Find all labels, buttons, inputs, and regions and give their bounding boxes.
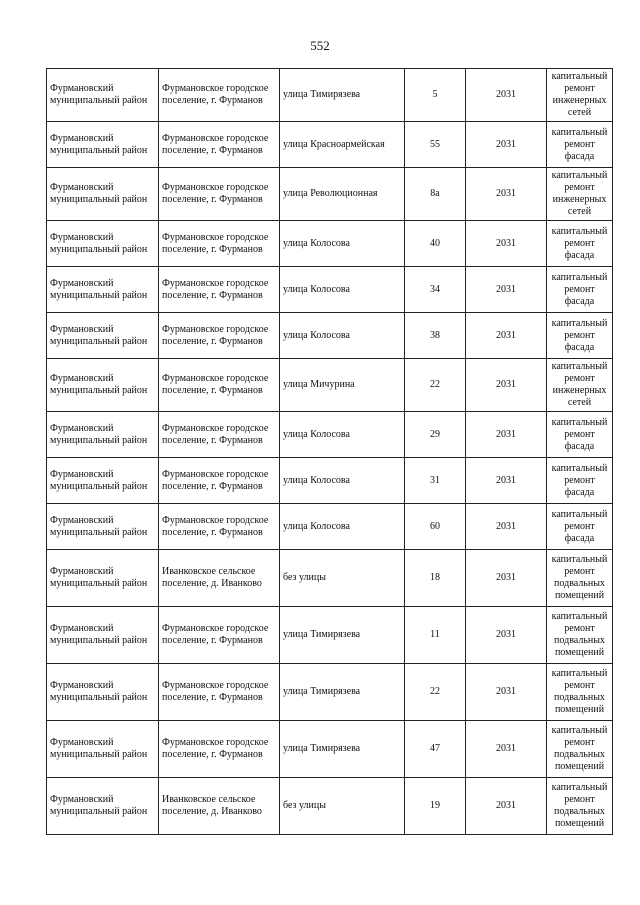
year-cell: 2031 — [466, 221, 547, 267]
district-cell: Фурмановский муниципальный район — [47, 550, 159, 607]
street-cell: улица Колосова — [280, 267, 405, 313]
house-number-cell: 5 — [405, 69, 466, 122]
table-row — [47, 721, 613, 778]
settlement-cell: Фурмановское городское поселение, г. Фурманов — [159, 267, 280, 313]
street-cell: без улицы — [280, 778, 405, 835]
street-cell: улица Революционная — [280, 168, 405, 221]
year-cell: 2031 — [466, 664, 547, 721]
year-cell: 2031 — [466, 267, 547, 313]
district-cell: Фурмановский муниципальный район — [47, 412, 159, 458]
street-cell: улица Колосова — [280, 412, 405, 458]
house-number-cell: 38 — [405, 313, 466, 359]
house-number-cell: 60 — [405, 504, 466, 550]
work-type-cell: капитальный ремонт инженерных сетей — [547, 168, 613, 221]
street-cell: без улицы — [280, 550, 405, 607]
street-cell: улица Мичурина — [280, 359, 405, 412]
district-cell: Фурмановский муниципальный район — [47, 267, 159, 313]
settlement-cell: Фурмановское городское поселение, г. Фурманов — [159, 721, 280, 778]
district-cell: Фурмановский муниципальный район — [47, 778, 159, 835]
settlement-cell: Фурмановское городское поселение, г. Фурманов — [159, 313, 280, 359]
year-cell: 2031 — [466, 607, 547, 664]
street-cell: улица Колосова — [280, 313, 405, 359]
street-cell: улица Тимирязева — [280, 664, 405, 721]
street-cell: улица Колосова — [280, 458, 405, 504]
table-row — [47, 778, 613, 835]
work-type-cell: капитальный ремонт подвальных помещений — [547, 664, 613, 721]
house-number-cell: 29 — [405, 412, 466, 458]
settlement-cell: Фурмановское городское поселение, г. Фурманов — [159, 664, 280, 721]
year-cell: 2031 — [466, 550, 547, 607]
work-type-cell: капитальный ремонт подвальных помещений — [547, 721, 613, 778]
district-cell: Фурмановский муниципальный район — [47, 168, 159, 221]
table-row — [47, 458, 613, 504]
district-cell: Фурмановский муниципальный район — [47, 359, 159, 412]
work-type-cell: капитальный ремонт фасада — [547, 313, 613, 359]
district-cell: Фурмановский муниципальный район — [47, 122, 159, 168]
house-number-cell: 18 — [405, 550, 466, 607]
work-type-cell: капитальный ремонт фасада — [547, 458, 613, 504]
year-cell: 2031 — [466, 778, 547, 835]
table-row — [47, 267, 613, 313]
house-number-cell: 55 — [405, 122, 466, 168]
work-type-cell: капитальный ремонт подвальных помещений — [547, 607, 613, 664]
year-cell: 2031 — [466, 122, 547, 168]
table-row — [47, 664, 613, 721]
house-number-cell: 11 — [405, 607, 466, 664]
table-row — [47, 122, 613, 168]
settlement-cell: Фурмановское городское поселение, г. Фурманов — [159, 122, 280, 168]
table-row — [47, 607, 613, 664]
work-type-cell: капитальный ремонт фасада — [547, 267, 613, 313]
work-type-cell: капитальный ремонт инженерных сетей — [547, 359, 613, 412]
year-cell: 2031 — [466, 313, 547, 359]
house-number-cell: 22 — [405, 359, 466, 412]
settlement-cell: Иванковское сельское поселение, д. Иванково — [159, 550, 280, 607]
table-row — [47, 412, 613, 458]
settlement-cell: Фурмановское городское поселение, г. Фурманов — [159, 221, 280, 267]
street-cell: улица Колосова — [280, 221, 405, 267]
year-cell: 2031 — [466, 69, 547, 122]
table-row — [47, 313, 613, 359]
table-row — [47, 168, 613, 221]
settlement-cell: Фурмановское городское поселение, г. Фурманов — [159, 359, 280, 412]
house-number-cell: 8а — [405, 168, 466, 221]
house-number-cell: 31 — [405, 458, 466, 504]
district-cell: Фурмановский муниципальный район — [47, 504, 159, 550]
district-cell: Фурмановский муниципальный район — [47, 721, 159, 778]
district-cell: Фурмановский муниципальный район — [47, 69, 159, 122]
settlement-cell: Фурмановское городское поселение, г. Фурманов — [159, 458, 280, 504]
street-cell: улица Колосова — [280, 504, 405, 550]
house-number-cell: 40 — [405, 221, 466, 267]
district-cell: Фурмановский муниципальный район — [47, 221, 159, 267]
settlement-cell: Фурмановское городское поселение, г. Фурманов — [159, 504, 280, 550]
district-cell: Фурмановский муниципальный район — [47, 458, 159, 504]
work-type-cell: капитальный ремонт фасада — [547, 122, 613, 168]
house-number-cell: 47 — [405, 721, 466, 778]
work-type-cell: капитальный ремонт подвальных помещений — [547, 550, 613, 607]
settlement-cell: Фурмановское городское поселение, г. Фурманов — [159, 168, 280, 221]
page-number: 552 — [310, 38, 330, 53]
year-cell: 2031 — [466, 412, 547, 458]
district-cell: Фурмановский муниципальный район — [47, 607, 159, 664]
settlement-cell: Иванковское сельское поселение, д. Иванково — [159, 778, 280, 835]
settlement-cell: Фурмановское городское поселение, г. Фурманов — [159, 607, 280, 664]
year-cell: 2031 — [466, 721, 547, 778]
table-row — [47, 221, 613, 267]
street-cell: улица Тимирязева — [280, 69, 405, 122]
work-type-cell: капитальный ремонт фасада — [547, 504, 613, 550]
year-cell: 2031 — [466, 359, 547, 412]
work-type-cell: капитальный ремонт фасада — [547, 412, 613, 458]
district-cell: Фурмановский муниципальный район — [47, 313, 159, 359]
table-row — [47, 69, 613, 122]
year-cell: 2031 — [466, 458, 547, 504]
work-type-cell: капитальный ремонт фасада — [547, 221, 613, 267]
table-row — [47, 359, 613, 412]
year-cell: 2031 — [466, 168, 547, 221]
work-type-cell: капитальный ремонт инженерных сетей — [547, 69, 613, 122]
year-cell: 2031 — [466, 504, 547, 550]
registry-table — [46, 68, 613, 835]
street-cell: улица Тимирязева — [280, 607, 405, 664]
table-row — [47, 550, 613, 607]
house-number-cell: 19 — [405, 778, 466, 835]
street-cell: улица Красноармейская — [280, 122, 405, 168]
settlement-cell: Фурмановское городское поселение, г. Фурманов — [159, 69, 280, 122]
work-type-cell: капитальный ремонт подвальных помещений — [547, 778, 613, 835]
house-number-cell: 22 — [405, 664, 466, 721]
table-row — [47, 504, 613, 550]
district-cell: Фурмановский муниципальный район — [47, 664, 159, 721]
settlement-cell: Фурмановское городское поселение, г. Фурманов — [159, 412, 280, 458]
house-number-cell: 34 — [405, 267, 466, 313]
street-cell: улица Тимирязева — [280, 721, 405, 778]
